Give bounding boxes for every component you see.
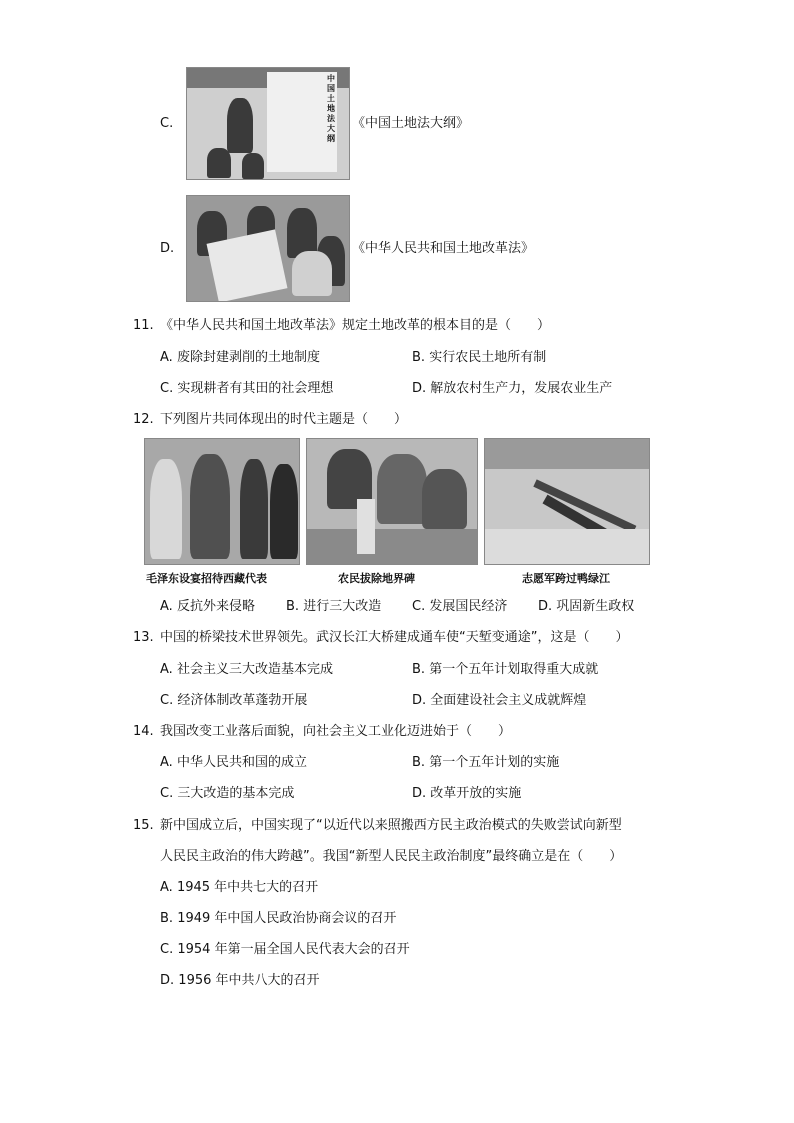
option-text: 中华人民共和国的成立 [176,755,307,770]
option-text: 改革开放的实施 [430,786,522,801]
q13-number: 13. [133,630,154,645]
option-letter: C. [160,381,174,396]
q13-option-d[interactable] [412,692,586,710]
volunteers-yalu-caption: 志愿军跨过鸭绿江 [522,572,610,585]
q14-option-a[interactable] [160,754,307,772]
q12-option-b[interactable] [286,598,381,616]
option-text: 废除封建剥削的土地制度 [176,350,320,365]
option-letter: A. [160,599,173,614]
option-text: 1945 年中共七大的召开 [176,880,319,895]
option-text: 实行农民土地所有制 [429,350,547,365]
option-letter: A. [160,755,173,770]
q11-number: 11. [133,318,154,333]
q10-option-d-text: 《中华人民共和国土地改革法》 [352,241,535,256]
q12-number: 12. [133,412,154,427]
option-text: 发展国民经济 [429,599,508,614]
option-text: 三大改造的基本完成 [177,786,295,801]
option-text: 反抗外来侵略 [176,599,255,614]
q14-option-b[interactable] [412,754,559,772]
q15-option-d[interactable] [160,972,320,990]
q15-stem-line1: 新中国成立后，中国实现了“以近代以来照搬西方民主政治模式的失败尝试向新型 [160,818,622,833]
option-letter: C. [412,599,426,614]
tibet-banquet-photo [144,438,300,565]
option-text: 解放农村生产力，发展农业生产 [430,381,613,396]
q14-stem: 我国改变工业落后面貌，向社会主义工业化迈进始于（ ） [160,724,512,739]
farmers-boundary-photo [306,438,478,565]
option-letter: B. [286,599,300,614]
option-letter: D. [412,786,427,801]
q12-option-d[interactable] [538,598,634,616]
q15-number: 15. [133,818,154,833]
q14-option-d[interactable] [412,785,521,803]
option-letter: A. [160,880,173,895]
option-letter: B. [412,350,426,365]
q10-option-c-text: 《中国土地法大纲》 [352,116,470,131]
q11-stem: 《中华人民共和国土地改革法》规定土地改革的根本目的是（ ） [160,318,551,333]
q11-option-b[interactable] [412,349,546,367]
land-law-outline-photo-title: 中国土地法大纲 [327,74,335,143]
option-text: 1954 年第一届全国人民代表大会的召开 [177,942,410,957]
option-text: 第一个五年计划取得重大成就 [429,662,599,677]
q12-option-a[interactable] [160,598,255,616]
q15-option-a[interactable] [160,879,318,897]
q13-option-a[interactable] [160,661,333,679]
volunteers-yalu-photo [484,438,650,565]
option-text: 进行三大改造 [303,599,382,614]
q10-option-c-letter: C. [160,116,174,131]
q11-option-d[interactable] [412,380,612,398]
option-letter: D. [160,973,175,988]
option-letter: D. [412,693,427,708]
option-text: 经济体制改革蓬勃开展 [177,693,308,708]
q11-option-c[interactable] [160,380,333,398]
q13-option-b[interactable] [412,661,598,679]
tibet-banquet-caption: 毛泽东设宴招待西藏代表 [146,572,267,585]
option-letter: C. [160,942,174,957]
q15-stem-line2: 人民民主政治的伟大跨越”。我国“新型人民民主政治制度”最终确立是在（ ） [160,849,623,864]
option-text: 1949 年中国人民政治协商会议的召开 [177,911,397,926]
land-law-outline-photo [186,67,350,180]
q14-option-c[interactable] [160,785,294,803]
option-letter: C. [160,786,174,801]
option-letter: B. [160,911,174,926]
option-text: 1956 年中共八大的召开 [178,973,320,988]
option-letter: A. [160,662,173,677]
option-letter: D. [412,381,427,396]
option-text: 第一个五年计划的实施 [429,755,560,770]
q15-option-c[interactable] [160,941,410,959]
option-letter: B. [412,662,426,677]
option-text: 社会主义三大改造基本完成 [176,662,333,677]
q11-option-a[interactable] [160,349,320,367]
q12-stem: 下列图片共同体现出的时代主题是（ ） [160,412,408,427]
option-letter: C. [160,693,174,708]
option-text: 巩固新生政权 [556,599,635,614]
q14-number: 14. [133,724,154,739]
option-text: 实现耕者有其田的社会理想 [177,381,334,396]
q13-stem: 中国的桥梁技术世界领先。武汉长江大桥建成通车使“天堑变通途”，这是（ ） [160,630,629,645]
q12-option-c[interactable] [412,598,507,616]
farmers-boundary-caption: 农民拔除地界碑 [338,572,415,585]
option-letter: A. [160,350,173,365]
option-text: 全面建设社会主义成就辉煌 [430,693,587,708]
q15-option-b[interactable] [160,910,396,928]
q10-option-d-letter: D. [160,241,175,256]
q13-option-c[interactable] [160,692,307,710]
option-letter: D. [538,599,553,614]
land-reform-law-photo [186,195,350,302]
option-letter: B. [412,755,426,770]
